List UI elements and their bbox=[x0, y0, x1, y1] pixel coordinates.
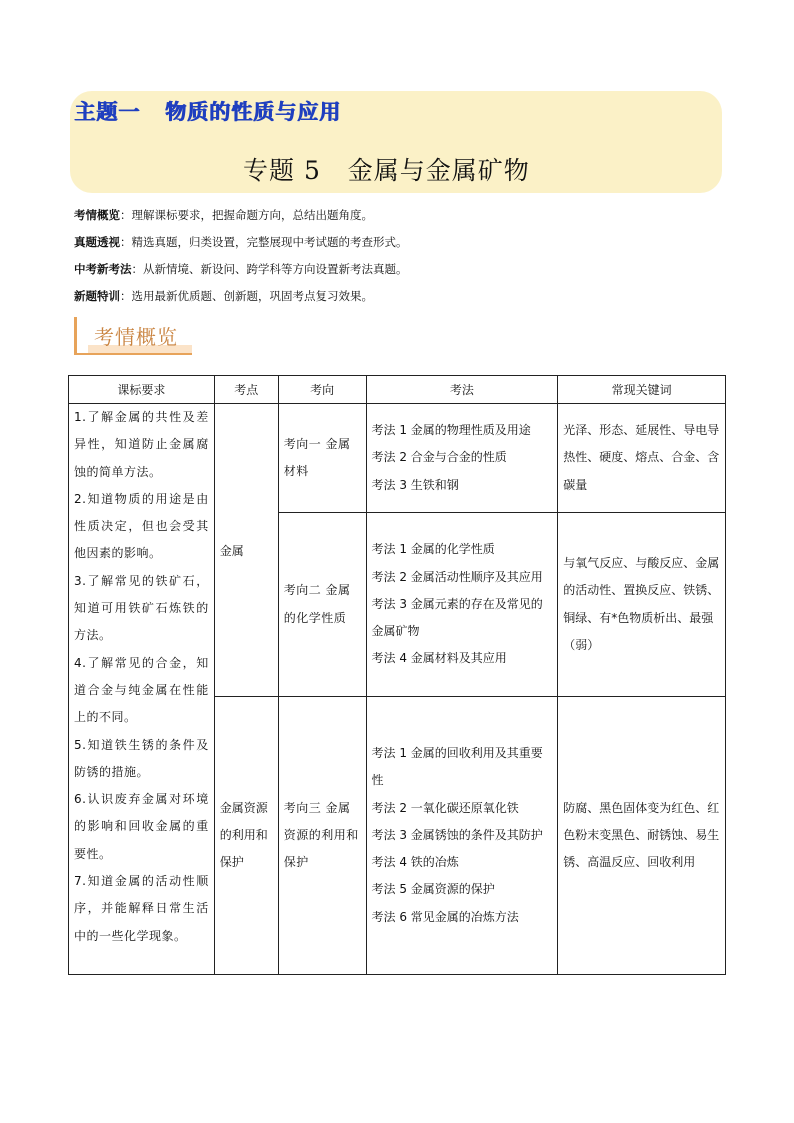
keywords-cell: 防腐、黑色固体变为红色、红色粉末变黑色、耐锈蚀、易生锈、高温反应、回收利用 bbox=[558, 697, 726, 975]
intro-line bbox=[74, 261, 408, 277]
requirement-item: 5.知道铁生锈的条件及防锈的措施。 bbox=[74, 737, 209, 779]
method-item: 考法 1 金属的物理性质及用途 bbox=[371, 423, 531, 438]
method-item: 考法 6 常见金属的冶炼方法 bbox=[371, 909, 519, 924]
direction-cell: 考向二 金属的化学性质 bbox=[278, 513, 366, 697]
header-cell: 常现关键词 bbox=[558, 376, 726, 404]
methods-cell bbox=[366, 697, 558, 975]
method-item: 考法 5 金属资源的保护 bbox=[371, 882, 495, 897]
keywords-cell: 与氧气反应、与酸反应、金属的活动性、置换反应、铁锈、铜绿、有*色物质析出、最强（弱） bbox=[558, 513, 726, 697]
intro-text: ：精选真题，归类设置，完整展现中考试题的考查形式。 bbox=[120, 235, 408, 249]
method-item: 考法 1 金属的化学性质 bbox=[371, 542, 495, 557]
requirement-item: 2.知道物质的用途是由性质决定，但也会受其他因素的影响。 bbox=[74, 491, 209, 561]
requirement-item: 4.了解常见的合金，知道合金与纯金属在性能上的不同。 bbox=[74, 655, 209, 725]
method-item: 考法 3 生铁和钢 bbox=[371, 477, 459, 492]
intro-line bbox=[74, 288, 373, 304]
method-item: 考法 3 金属元素的存在及常见的金属矿物 bbox=[371, 596, 543, 639]
intro-line bbox=[74, 207, 373, 223]
intro-text: ：选用最新优质题、创新题，巩固考点复习效果。 bbox=[120, 289, 373, 303]
method-item: 考法 2 金属活动性顺序及其应用 bbox=[371, 569, 543, 584]
theme-title: 主题一 物质的性质与应用 bbox=[74, 100, 341, 124]
requirement-item: 1.了解金属的共性及差异性，知道防止金属腐蚀的简单方法。 bbox=[74, 410, 209, 479]
method-item: 考法 4 金属材料及其应用 bbox=[371, 651, 507, 666]
requirement-item: 3.了解常见的铁矿石，知道可用铁矿石炼铁的方法。 bbox=[74, 573, 209, 643]
header-cell: 考向 bbox=[278, 376, 366, 404]
method-item: 考法 4 铁的冶炼 bbox=[371, 855, 459, 870]
direction-cell: 考向一 金属材料 bbox=[278, 404, 366, 513]
topic-title: 专题 5 金属与金属矿物 bbox=[243, 156, 530, 185]
section-heading-label: 考情概览 bbox=[94, 325, 178, 349]
intro-line bbox=[74, 234, 408, 250]
header-cell: 课标要求 bbox=[69, 376, 215, 404]
requirements-cell bbox=[69, 404, 215, 975]
heading-bar bbox=[74, 317, 77, 355]
overview-table bbox=[68, 375, 726, 975]
intro-key: 考情概览 bbox=[74, 208, 120, 222]
point-cell: 金属 bbox=[214, 404, 278, 697]
section-heading bbox=[74, 315, 204, 355]
intro-key: 新题特训 bbox=[74, 289, 120, 303]
requirement-item: 7.知道金属的活动性顺序，并能解释日常生活中的一些化学现象。 bbox=[74, 874, 209, 943]
intro-text: ：理解课标要求，把握命题方向，总结出题角度。 bbox=[120, 208, 373, 222]
method-item: 考法 3 金属锈蚀的条件及其防护 bbox=[371, 827, 543, 842]
intro-key: 真题透视 bbox=[74, 235, 120, 249]
table-row bbox=[69, 404, 726, 513]
point-cell: 金属资源的利用和保护 bbox=[214, 697, 278, 975]
direction-cell: 考向三 金属资源的利用和保护 bbox=[278, 697, 366, 975]
method-item: 考法 2 合金与合金的性质 bbox=[371, 450, 507, 465]
keywords-cell: 光泽、形态、延展性、导电导热性、硬度、熔点、合金、含碳量 bbox=[558, 404, 726, 513]
heading-underline bbox=[74, 353, 192, 355]
requirement-item: 6.认识废弃金属对环境的影响和回收金属的重要性。 bbox=[74, 792, 209, 861]
table-header-row bbox=[69, 376, 726, 404]
methods-cell bbox=[366, 404, 558, 513]
method-item: 考法 2 一氧化碳还原氧化铁 bbox=[371, 800, 519, 815]
header-cell: 考法 bbox=[366, 376, 558, 404]
intro-key: 中考新考法 bbox=[74, 262, 132, 276]
intro-text: ：从新情境、新设问、跨学科等方向设置新考法真题。 bbox=[131, 262, 408, 276]
methods-cell bbox=[366, 513, 558, 697]
header-cell: 考点 bbox=[214, 376, 278, 404]
method-item: 考法 1 金属的回收利用及其重要性 bbox=[371, 745, 543, 788]
